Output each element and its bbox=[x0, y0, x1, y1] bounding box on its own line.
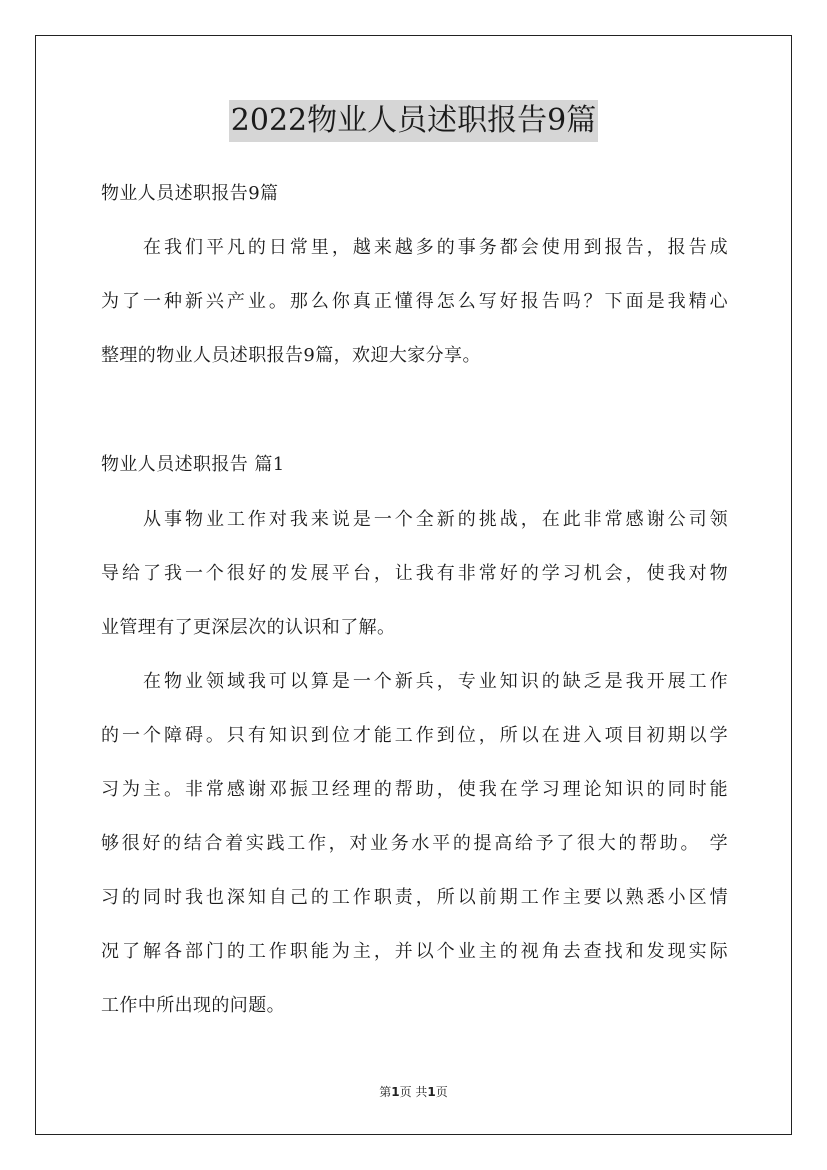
intro-line-1: 在我们平凡的日常里，越来越多的事务都会使用到报告，报告成 bbox=[143, 237, 728, 258]
section-heading: 物业人员述职报告 篇1 bbox=[101, 454, 285, 475]
para2-line-3: 习为主。非常感谢邓振卫经理的帮助，使我在学习理论知识的同时能 bbox=[101, 779, 728, 800]
footer-prefix: 第 bbox=[379, 1085, 392, 1099]
document-title: 2022物业人员述职报告9篇 bbox=[229, 100, 598, 142]
footer-mid: 页 共 bbox=[399, 1085, 428, 1099]
para2-line-6: 况了解各部门的工作职能为主，并以个业主的视角去查找和发现实际 bbox=[101, 941, 728, 962]
para2-line-5: 习的同时我也深知自己的工作职责，所以前期工作主要以熟悉小区情 bbox=[101, 887, 728, 908]
para1-line-3: 业管理有了更深层次的认识和了解。 bbox=[101, 617, 396, 638]
para1-line-2: 导给了我一个很好的发展平台，让我有非常好的学习机会，使我对物 bbox=[101, 563, 728, 584]
footer-suffix: 页 bbox=[435, 1085, 448, 1099]
footer-total-pages: 1 bbox=[427, 1085, 436, 1099]
intro-line-3: 整理的物业人员述职报告9篇，欢迎大家分享。 bbox=[101, 345, 481, 366]
para2-line-2: 的一个障碍。只有知识到位才能工作到位，所以在进入项目初期以学 bbox=[101, 725, 728, 746]
document-subtitle: 物业人员述职报告9篇 bbox=[101, 183, 279, 204]
para2-line-4: 够很好的结合着实践工作，对业务水平的提高给予了很大的帮助。 学 bbox=[101, 833, 728, 854]
para1-line-1: 从事物业工作对我来说是一个全新的挑战，在此非常感谢公司领 bbox=[143, 509, 728, 530]
para2-line-7: 工作中所出现的问题。 bbox=[101, 995, 285, 1016]
footer-current-page: 1 bbox=[391, 1085, 400, 1099]
page-footer bbox=[0, 1083, 827, 1100]
para2-line-1: 在物业领域我可以算是一个新兵，专业知识的缺乏是我开展工作 bbox=[143, 671, 728, 692]
intro-line-2: 为了一种新兴产业。那么你真正懂得怎么写好报告吗？下面是我精心 bbox=[101, 291, 728, 312]
title-container bbox=[0, 100, 827, 142]
